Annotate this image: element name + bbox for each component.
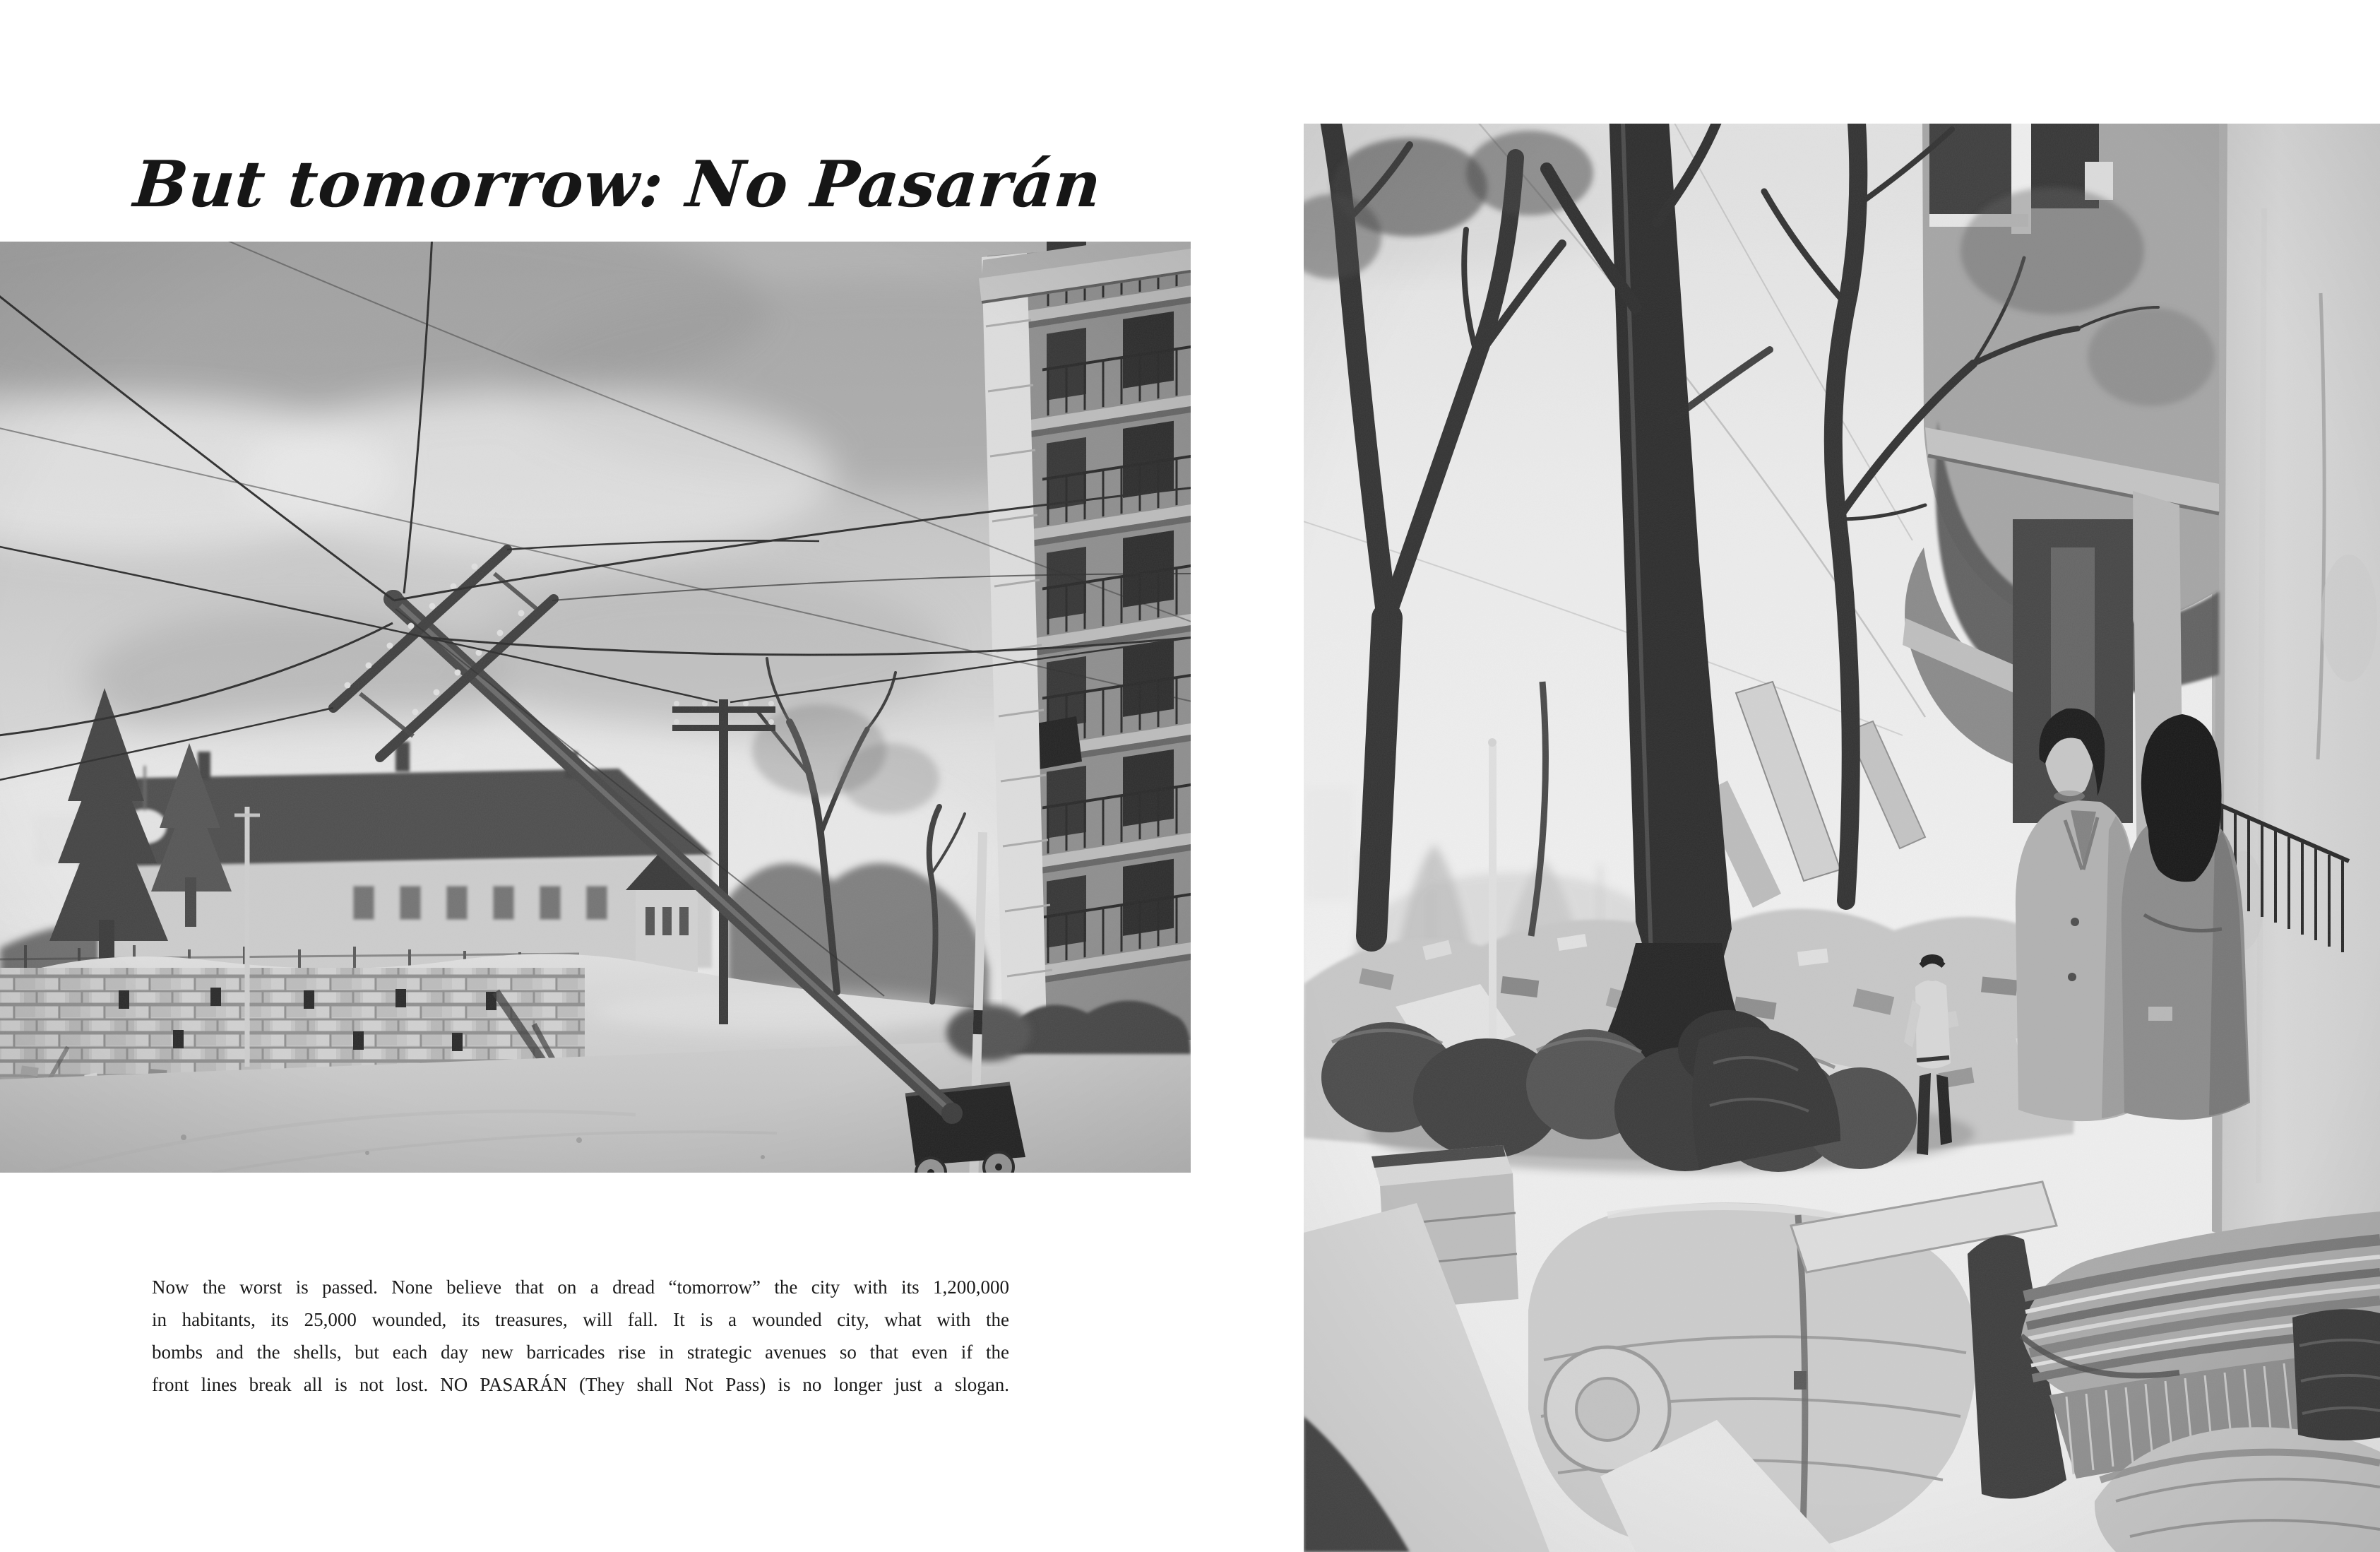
caption-line: in habitants, its 25,000 wounded, its treasures, will fall. It is a wounded city, what with the xyxy=(152,1309,1009,1330)
photo-left-barricade-street xyxy=(0,242,1191,1173)
photo-right-mattress-barricade xyxy=(1304,124,2380,1552)
caption-line: front lines break all is not lost. NO PASARÁN (They shall Not Pass) is no longer just a slogan. xyxy=(152,1374,1009,1395)
page-title: But tomorrow: No Pasarán xyxy=(131,147,1105,223)
caption-line: bombs and the shells, but each day new barricades rise in strategic avenues so that even if the xyxy=(152,1341,1009,1363)
caption-line: Now the worst is passed. None believe that on a dread “tomorrow” the city with its 1,200,000 xyxy=(152,1276,1009,1298)
caption xyxy=(152,1271,1009,1401)
